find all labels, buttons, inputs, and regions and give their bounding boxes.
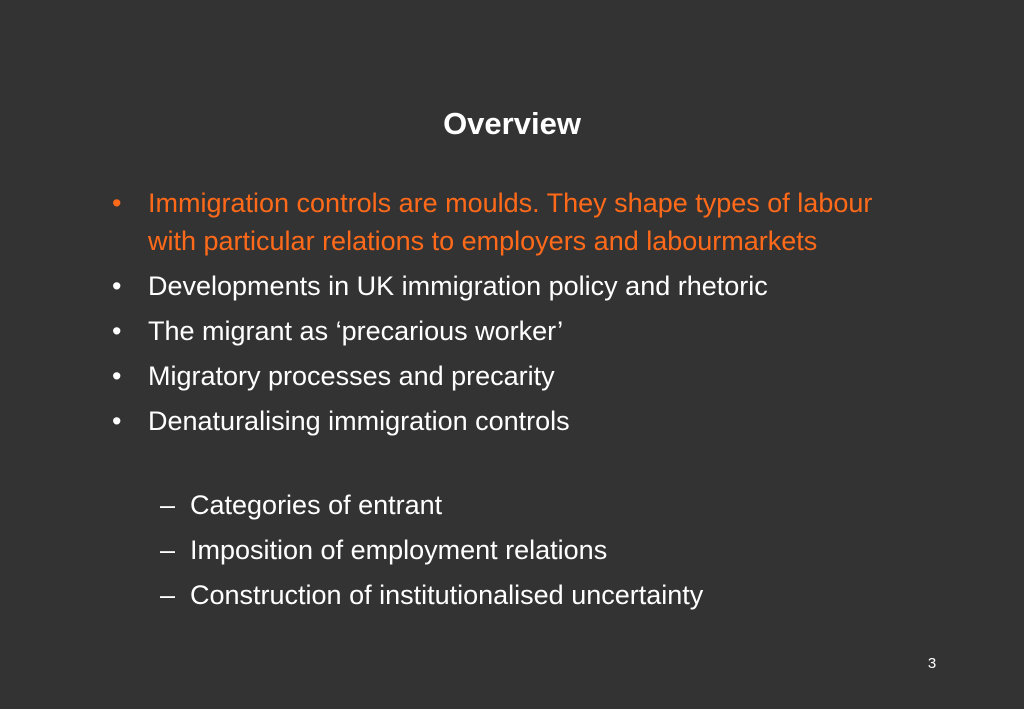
bullet-marker: • xyxy=(112,188,122,218)
bullet-text: Immigration controls are moulds. They shape types of labour with particular relations to employers and labourmarkets xyxy=(148,188,873,256)
bullet-list xyxy=(112,184,912,447)
bullet-text: The migrant as ‘precarious worker’ xyxy=(148,316,564,346)
sub-bullet-item xyxy=(160,486,920,524)
sub-bullet-list xyxy=(160,486,920,621)
bullet-item xyxy=(112,267,912,305)
sub-bullet-marker: – xyxy=(160,580,176,610)
bullet-item xyxy=(112,402,912,440)
bullet-item xyxy=(112,312,912,350)
bullet-marker: • xyxy=(112,406,122,436)
sub-bullet-text: Imposition of employment relations xyxy=(190,535,608,565)
sub-bullet-marker: – xyxy=(160,535,176,565)
bullet-marker: • xyxy=(112,316,122,346)
slide-title: Overview xyxy=(443,106,581,141)
bullet-text: Migratory processes and precarity xyxy=(148,361,555,391)
sub-bullet-marker: – xyxy=(160,490,176,520)
sub-bullet-item xyxy=(160,576,920,614)
bullet-text: Denaturalising immigration controls xyxy=(148,406,570,436)
sub-bullet-text: Construction of institutionalised uncertainty xyxy=(190,580,704,610)
sub-bullet-text: Categories of entrant xyxy=(190,490,443,520)
bullet-text: Developments in UK immigration policy and rhetoric xyxy=(148,271,768,301)
sub-bullet-item xyxy=(160,531,920,569)
bullet-marker: • xyxy=(112,361,122,391)
bullet-item xyxy=(112,184,912,260)
bullet-item xyxy=(112,357,912,395)
page-number: 3 xyxy=(927,655,937,672)
bullet-marker: • xyxy=(112,271,122,301)
